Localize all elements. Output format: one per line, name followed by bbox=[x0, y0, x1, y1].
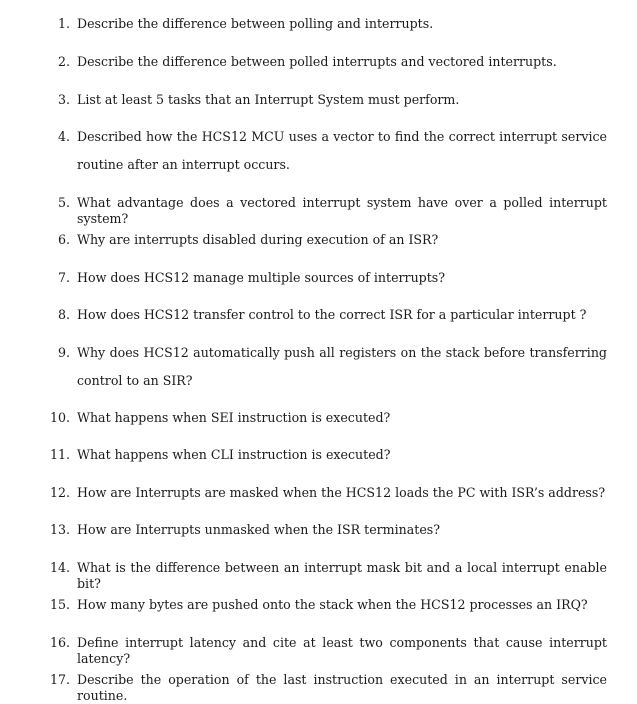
question-text: Describe the operation of the last instruction executed in an interrupt service routine. bbox=[77, 672, 607, 703]
question-text: What happens when SEI instruction is executed? bbox=[77, 410, 391, 425]
question-number: 17. bbox=[49, 672, 70, 687]
question-text: Describe the difference between polling and interrupts. bbox=[77, 16, 434, 31]
question-number: 5. bbox=[57, 195, 70, 210]
question-text: How are Interrupts unmasked when the ISR terminates? bbox=[77, 522, 440, 537]
question-text: Described how the HCS12 MCU uses a vector to find the correct interrupt service bbox=[77, 129, 607, 144]
question-number: 8. bbox=[57, 307, 70, 322]
question-number: 10. bbox=[49, 410, 70, 425]
question-number: 4. bbox=[57, 129, 70, 144]
question-text: How does HCS12 manage multiple sources of interrupts? bbox=[77, 270, 446, 285]
question-text: How are Interrupts are masked when the HCS12 loads the PC with ISR’s address? bbox=[77, 485, 606, 500]
question-text: Why does HCS12 automatically push all registers on the stack before transferring bbox=[77, 345, 607, 360]
question-number: 15. bbox=[49, 597, 70, 612]
question-number: 9. bbox=[57, 345, 70, 360]
question-number: 12. bbox=[49, 485, 70, 500]
question-number: 2. bbox=[57, 54, 70, 69]
question-number: 16. bbox=[49, 635, 70, 650]
question-text: Why are interrupts disabled during execution of an ISR? bbox=[77, 232, 439, 247]
question-text: How does HCS12 transfer control to the correct ISR for a particular interrupt ? bbox=[77, 307, 587, 322]
question-text: Describe the difference between polled interrupts and vectored interrupts. bbox=[77, 54, 557, 69]
question-text: What happens when CLI instruction is executed? bbox=[77, 447, 391, 462]
question-number: 11. bbox=[49, 447, 70, 462]
question-text: Define interrupt latency and cite at least two components that cause interrupt latency? bbox=[77, 635, 607, 666]
question-text: List at least 5 tasks that an Interrupt System must perform. bbox=[77, 92, 460, 107]
question-number: 6. bbox=[57, 232, 70, 247]
question-text-continuation: routine after an interrupt occurs. bbox=[77, 157, 290, 172]
question-text-continuation: control to an SIR? bbox=[77, 373, 193, 388]
question-text: What advantage does a vectored interrupt system have over a polled interrupt system? bbox=[77, 195, 607, 226]
question-number: 3. bbox=[57, 92, 70, 107]
question-text: How many bytes are pushed onto the stack when the HCS12 processes an IRQ? bbox=[77, 597, 588, 612]
question-number: 14. bbox=[49, 560, 70, 575]
question-number: 13. bbox=[49, 522, 70, 537]
question-number: 7. bbox=[57, 270, 70, 285]
question-number: 1. bbox=[57, 16, 70, 31]
question-text: What is the difference between an interrupt mask bit and a local interrupt enable bit? bbox=[77, 560, 607, 591]
